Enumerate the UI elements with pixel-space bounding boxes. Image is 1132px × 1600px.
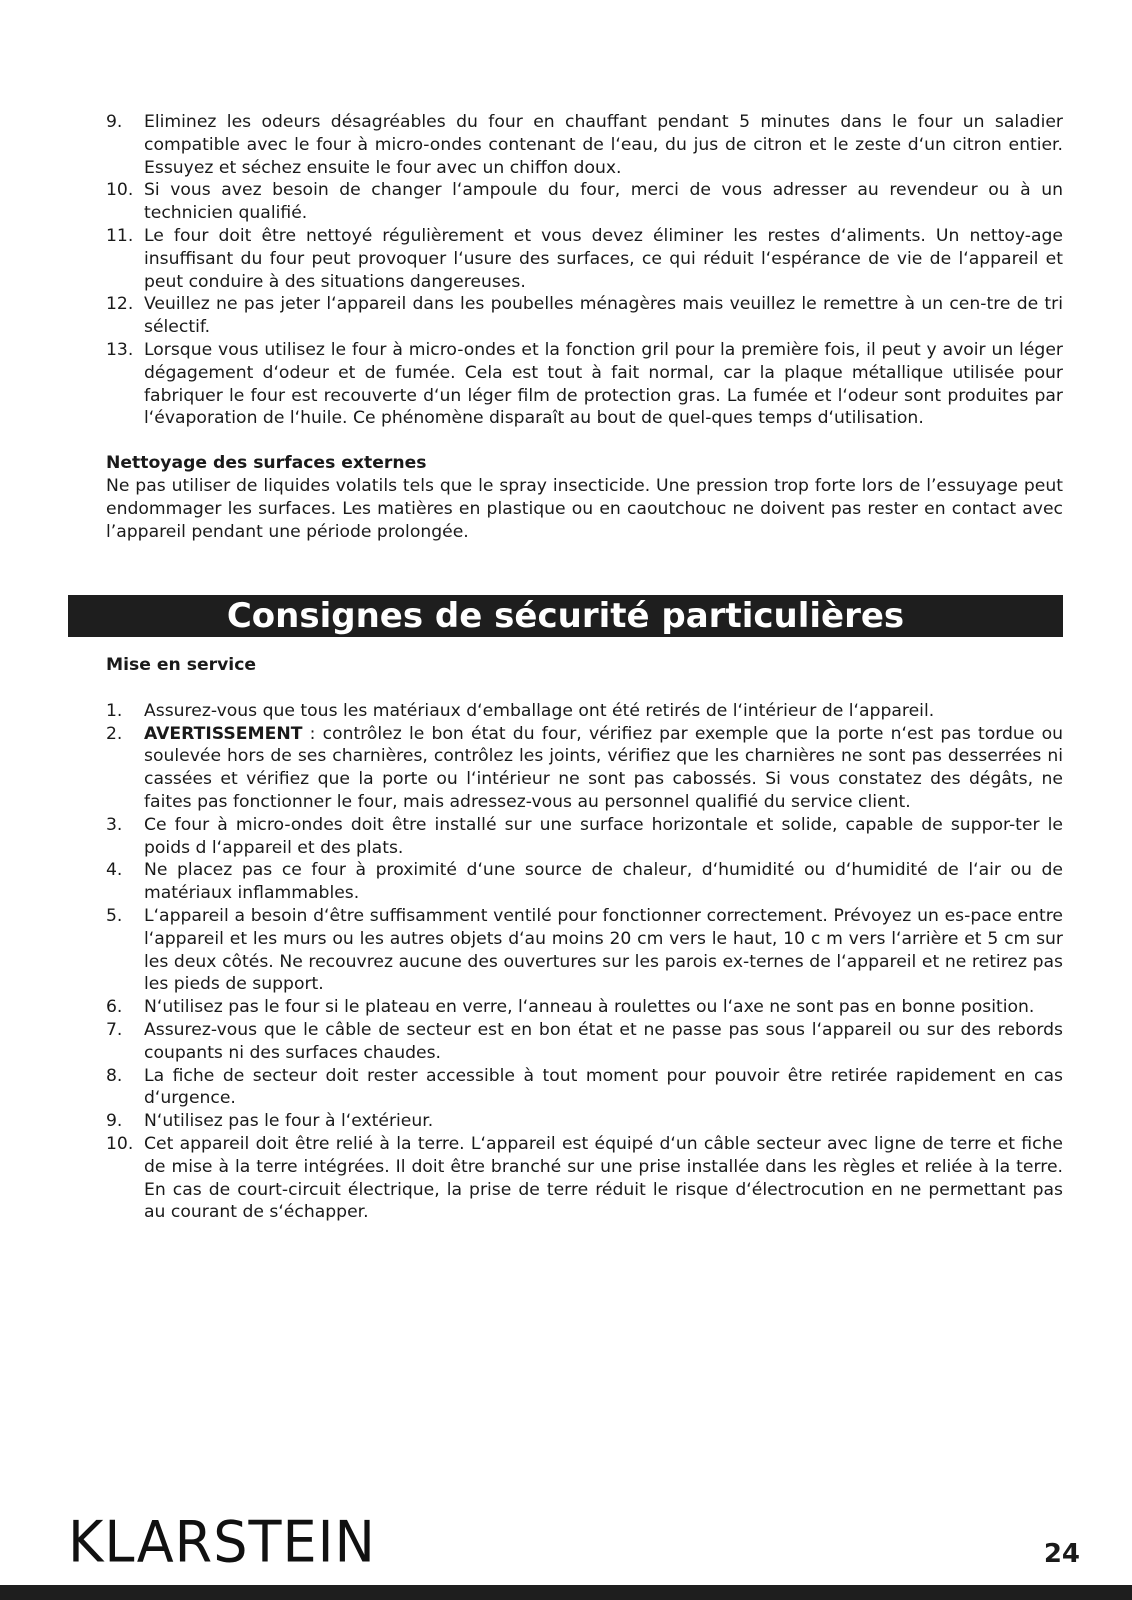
item-text: : contrôlez le bon état du four, vérifiez par exemple que la porte n‘est pas tordue ou soulevée hors de ses charnières, contrôlez les joints, vérifiez que les charnières ne sont pas desserrées ni cassées et vérifiez que la porte ou l‘intérieur ne sont pas cabossés. Si vous constatez des dégâts, ne faites pas fonctionner le four, mais adressez-vous au personnel qualifié du service client.	[144, 723, 1063, 812]
cleaning-heading: Nettoyage des surfaces externes	[106, 453, 427, 474]
item-number: 10.	[106, 180, 134, 201]
list-item	[106, 723, 1063, 814]
list-item	[106, 293, 1063, 339]
item-text: Lorsque vous utilisez le four à micro-ondes et la fonction gril pour la première fois, il peut y avoir un léger dégagement d‘odeur et de fumée. Cela est tout à fait normal, car la plaque métallique utilisée pour fabriquer le four est recouverte d‘un léger film de protection gras. La fumée et l‘odeur sont produites par l‘évaporation de l‘huile. Ce phénomène disparaît au bout de quel-ques temps d‘utilisation.	[144, 339, 1063, 429]
item-text: N‘utilisez pas le four si le plateau en verre, l‘anneau à roulettes ou l‘axe ne sont pas en bonne position.	[144, 997, 1035, 1018]
footer-bar	[0, 1585, 1132, 1600]
item-text: Si vous avez besoin de changer l‘ampoule du four, merci de vous adresser au revendeur ou à un technicien qualifié.	[144, 180, 1063, 224]
item-number: 2.	[106, 723, 123, 744]
item-number: 9.	[106, 112, 123, 132]
list-item	[106, 859, 1063, 905]
item-text: Cet appareil doit être relié à la terre. L‘appareil est équipé d‘un câble secteur avec ligne de terre et fiche de mise à la terre intégrées. Il doit être branché sur une prise installée dans les règles et reliée à la terre. En cas de court-circuit électrique, la prise de terre réduit le risque d‘électrocution en ne permettant pas au courant de s‘échapper.	[144, 1133, 1063, 1223]
item-text: Assurez-vous que tous les matériaux d‘emballage ont été retirés de l‘intérieur de l‘appareil.	[144, 700, 935, 721]
item-text: L‘appareil a besoin d‘être suffisamment ventilé pour fonctionner correctement. Prévoyez un es-pace entre l‘appareil et les murs ou les autres objets d‘au moins 20 cm vers le haut, 10 c m vers l‘arrière et 5 cm sur les deux côtés. Ne recouvrez aucune des ouvertures sur les parois ex-ternes de l‘appareil et ne retirez pas les pieds de support.	[144, 905, 1063, 995]
item-text: La fiche de secteur doit rester accessible à tout moment pour pouvoir être retirée rapidement en cas d‘urgence.	[144, 1065, 1063, 1109]
setup-heading: Mise en service	[106, 655, 257, 675]
item-number: 1.	[106, 700, 123, 721]
brand-logo: KLARSTEIN	[68, 1508, 376, 1575]
item-number: 13.	[106, 339, 134, 360]
item-number: 3.	[106, 814, 123, 835]
cleaning-paragraph: Ne pas utiliser de liquides volatils tels que le spray insecticide. Une pression trop forte lors de l’essuyage peut endommager les surfaces. Les matières en plastique ou en caoutchouc ne doivent pas rester en contact avec l’appareil pendant une période prolongée.	[106, 475, 1063, 542]
cleaning-section	[106, 111, 1063, 543]
safety-list	[106, 700, 1063, 1224]
list-item	[106, 814, 1063, 860]
item-number: 12.	[106, 294, 134, 315]
list-item	[106, 996, 1063, 1019]
page-number: 24	[1043, 1539, 1080, 1569]
item-number: 8.	[106, 1065, 123, 1086]
item-number: 11.	[106, 225, 134, 246]
item-text: Ce four à micro-ondes doit être installé sur une surface horizontale et solide, capable de suppor-ter le poids d l‘appareil et des plats.	[144, 814, 1063, 858]
section-title-banner	[68, 595, 1063, 637]
item-text: Veuillez ne pas jeter l‘appareil dans les poubelles ménagères mais veuillez le remettre à un cen-tre de tri sélectif.	[144, 294, 1063, 338]
item-text: Assurez-vous que le câble de secteur est en bon état et ne passe pas sous l‘appareil ou sur des rebords coupants ni des surfaces chaudes.	[144, 1019, 1063, 1063]
maintenance-list	[106, 111, 1063, 430]
list-item	[106, 700, 1063, 723]
list-item	[106, 339, 1063, 430]
list-item	[106, 1133, 1063, 1224]
list-item	[106, 905, 1063, 996]
item-text: N‘utilisez pas le four à l‘extérieur.	[144, 1111, 434, 1132]
item-text: Ne placez pas ce four à proximité d‘une source de chaleur, d‘humidité ou d‘humidité de l‘air ou de matériaux inflammables.	[144, 860, 1063, 904]
warning-label: AVERTISSEMENT	[144, 723, 303, 744]
list-item	[106, 1019, 1063, 1065]
list-item	[106, 1110, 1063, 1133]
section-title: Consignes de sécurité particulières	[226, 596, 905, 636]
item-text: Le four doit être nettoyé régulièrement et vous devez éliminer les restes d‘aliments. Un nettoy-age insuffisant du four peut provoquer l‘usure des surfaces, ce qui réduit l‘espérance de vie de l‘appareil et peut conduire à des situations dangereuses.	[144, 225, 1063, 292]
item-number: 10.	[106, 1133, 134, 1154]
list-item	[106, 1065, 1063, 1111]
list-item	[106, 179, 1063, 225]
list-item	[106, 225, 1063, 293]
item-text: Eliminez les odeurs désagréables du four en chauffant pendant 5 minutes dans le four un saladier compatible avec le four à micro-ondes contenant de l‘eau, du jus de citron et le zeste d‘un citron entier. Essuyez et séchez ensuite le four avec un chiffon doux.	[144, 112, 1063, 178]
setup-section	[106, 654, 1063, 1224]
item-number: 5.	[106, 905, 123, 926]
item-number: 7.	[106, 1019, 123, 1040]
item-number: 6.	[106, 997, 123, 1018]
list-item	[106, 111, 1063, 179]
item-number: 9.	[106, 1111, 123, 1132]
item-number: 4.	[106, 860, 123, 881]
